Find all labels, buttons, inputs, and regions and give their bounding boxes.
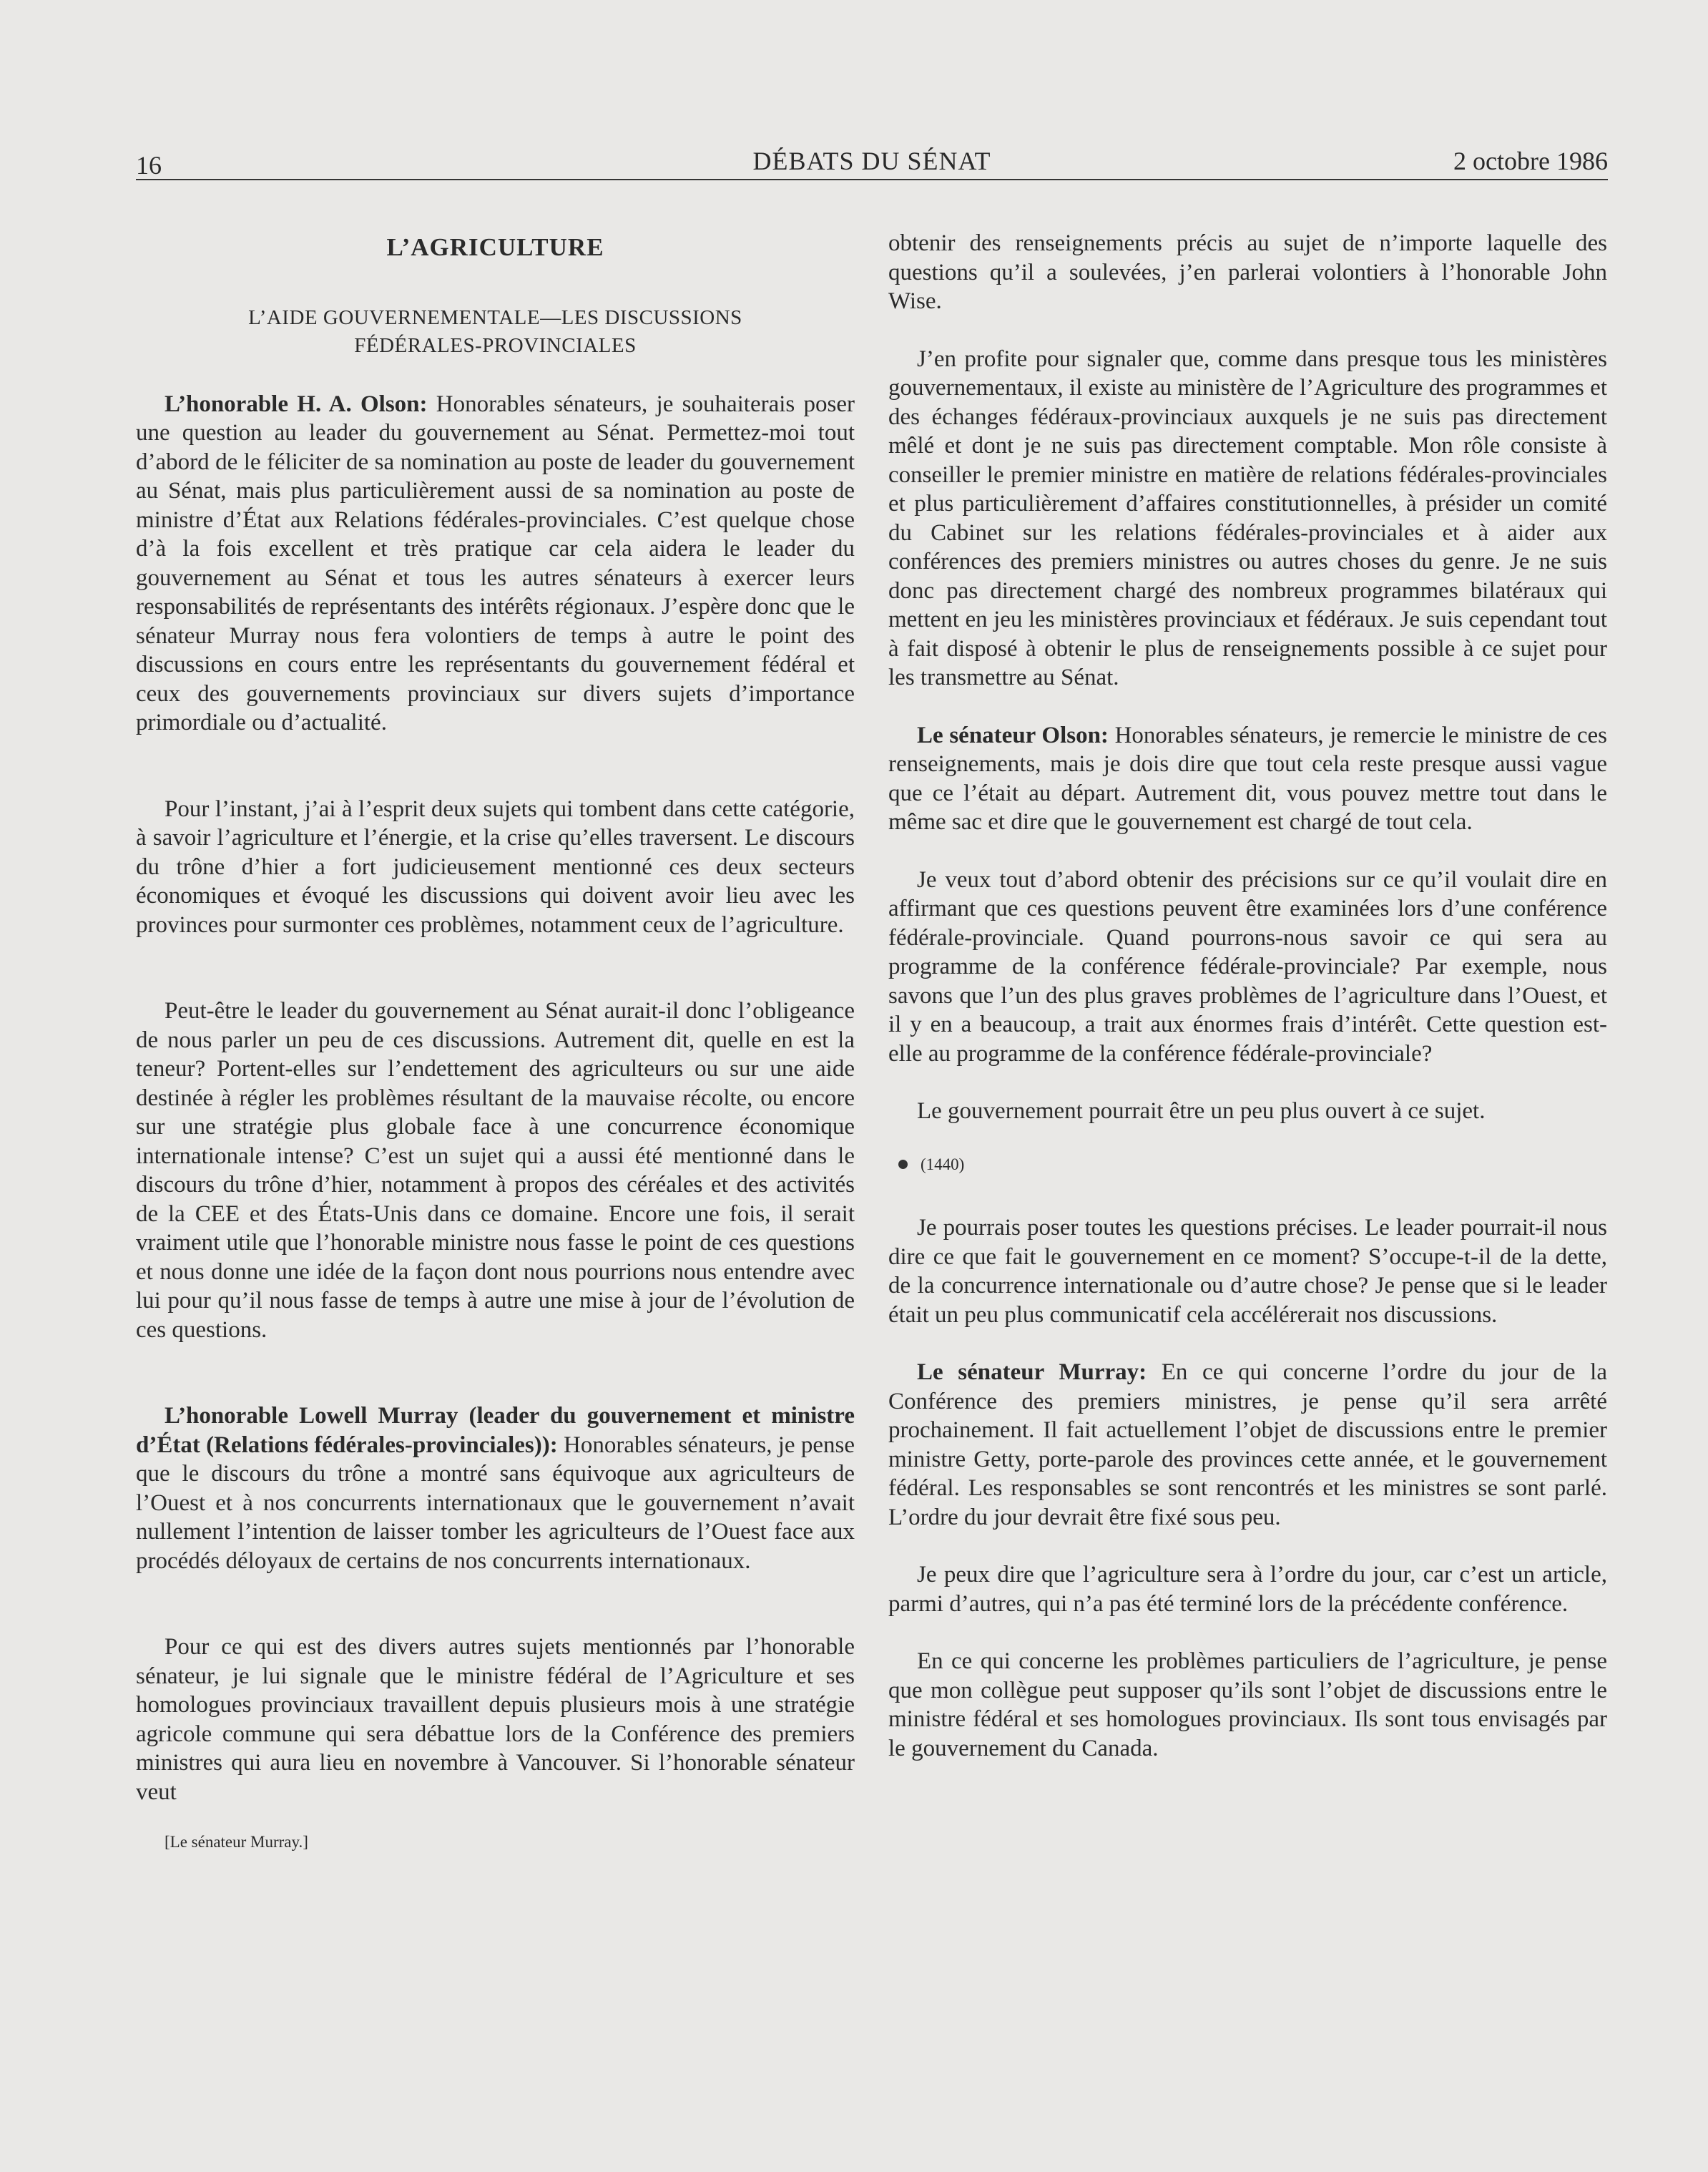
- paragraph-text: Honorables sénateurs, je souhaiterais poser une question au leader du gouvernement au Sénat. Permettez-moi tout d’abord de le féliciter de sa nomination au poste de leader du gouvernement au Sénat, mais plus particulièrement aussi de sa nomination au poste de ministre d’État aux Relations fédérales-provinciales. C’est quelque chose d’à la fois excellent et très pratique car cela aidera le leader du gouvernement au Sénat et tous les autres sénateurs à exercer leurs responsabilités de représentants des intérêts régionaux. J’espère donc que le sénateur Murray nous fera volontiers de temps à autre le point des discussions en cours entre les représentants du gouvernement fédéral et ceux des gouvernements provinciaux sur divers sujets d’importance primordiale ou d’actualité.: [136, 391, 855, 735]
- paragraph: En ce qui concerne les problèmes particuliers de l’agriculture, je pense que mon collègue peut supposer qu’ils sont l’objet de discussions entre le ministre fédéral et ses homologues provinciaux. Ils sont tous envisagés par le gouvernement du Canada.: [888, 1648, 1607, 1761]
- header-rule: [136, 179, 1608, 180]
- bullet-icon: [898, 1160, 908, 1169]
- section-subtitle-line2: FÉDÉRALES-PROVINCIALES: [354, 333, 637, 357]
- speaker-name: Le sénateur Olson:: [917, 722, 1109, 748]
- paragraph-text: En ce qui concerne l’ordre du jour de la Conférence des premiers ministres, je pense qu’il sera arrêté prochainement. Il fait actuellement l’objet de discussions entre le premier ministre Getty, porte-parole des provinces cette année, et le gouvernement fédéral. Les responsables se sont rencontrés et les ministres se sont parlé. L’ordre du jour devrait être fixé sous peu.: [888, 1359, 1607, 1530]
- page-number: 16: [136, 151, 162, 180]
- right-column: [888, 229, 1607, 1791]
- paragraph: Je veux tout d’abord obtenir des précisions sur ce qu’il voulait dire en affirmant que ces questions peuvent être examinées lors d’une conférence fédérale-provinciale. Quand pourrons-nous savoir ce qui sera au programme de la conférence fédérale-provinciale? Par exemple, nous savons que l’un des plus graves problèmes de l’agriculture dans l’Ouest, et il y en a beaucoup, a trait aux énormes frais d’intérêt. Cette question est-elle au programme de la conférence fédérale-provinciale?: [888, 866, 1607, 1067]
- paragraph: [136, 390, 855, 738]
- paragraph: [888, 1358, 1607, 1532]
- time-marker: [898, 1150, 1607, 1180]
- footnote: [Le sénateur Murray.]: [165, 1833, 308, 1851]
- paragraph: Peut-être le leader du gouvernement au Sénat aurait-il donc l’obligeance de nous parler un peu de ces discussions. Autrement dit, quelle en est la teneur? Portent-elles sur l’endettement des agriculteurs ou sur une aide destinée à régler les problèmes résultant de la mauvaise récolte, ou encore sur une stratégie plus globale face à une concurrence économique internationale intense? C’est un sujet qui a aussi été mentionné dans le discours du trône d’hier, notamment à propos des céréales et des activités de la CEE et des États-Unis dans ce domaine. Encore une fois, il serait vraiment utile que l’honorable ministre nous fasse le point de ces questions et nous donne une idée de la façon dont nous pourrions nous entendre avec lui pour qu’il nous fasse de temps à autre une mise à jour de l’évolution de ces questions.: [136, 998, 855, 1343]
- paragraph: Le gouvernement pourrait être un peu plus ouvert à ce sujet.: [917, 1098, 1486, 1124]
- paragraph: Je peux dire que l’agriculture sera à l’ordre du jour, car c’est un article, parmi d’autres, qui n’a pas été terminé lors de la précédente conférence.: [888, 1562, 1607, 1617]
- page-header: [136, 140, 1608, 182]
- paragraph-text: Honorables sénateurs, je remercie le ministre de ces renseignements, mais je dois dire que tout cela reste presque aussi vague que ce l’était au départ. Autrement dit, vous pouvez mettre tout dans le même sac et dire que le gouvernement est chargé de tout cela.: [888, 722, 1607, 835]
- speaker-name: Le sénateur Murray:: [917, 1359, 1147, 1385]
- section-subtitle: [136, 304, 855, 360]
- section-title: L’AGRICULTURE: [386, 233, 604, 261]
- speaker-name: L’honorable H. A. Olson:: [165, 391, 428, 417]
- left-column: [136, 229, 855, 1857]
- paragraph: J’en profite pour signaler que, comme dans presque tous les ministères gouvernementaux, il existe au ministère de l’Agriculture des programmes et des échanges fédéraux-provinciaux auxquels je ne suis pas directement mêlé et dont je ne suis pas directement comptable. Mon rôle consiste à conseiller le premier ministre en matière de relations fédérales-provinciales et plus particulièrement d’affaires constitutionnelles, à présider un comité du Cabinet sur les relations fédérales-provinciales et à aider aux conférences des premiers ministres ou autres choses du genre. Je ne suis donc pas directement chargé des nombreux programmes bilatéraux qui mettent en jeu les ministères provinciaux et fédéraux. Je suis cependant tout à fait disposé à obtenir le plus de renseignements possible à ce sujet pour les transmettre au Sénat.: [888, 346, 1607, 690]
- publication-date: 2 octobre 1986: [1453, 147, 1608, 175]
- paragraph: [888, 721, 1607, 837]
- paragraph: obtenir des renseignements précis au sujet de n’importe laquelle des questions qu’il a soulevées, j’en parlerai volontiers à l’honorable John Wise.: [888, 230, 1607, 314]
- time-marker-label: (1440): [921, 1155, 965, 1173]
- speaker-name: L’honorable Lowell Murray (leader du gouvernement et ministre d’État (Relations fédérales-provinciales)):: [136, 1403, 855, 1458]
- paragraph-text: Honorables sénateurs, je pense que le discours du trône a montré sans équivoque aux agriculteurs de l’Ouest et à nos concurrents internationaux que le gouvernement n’avait nullement l’intention de laisser tomber les agriculteurs de l’Ouest face aux procédés déloyaux de certains de nos concurrents internationaux.: [136, 1432, 855, 1574]
- publication-title: DÉBATS DU SÉNAT: [752, 147, 991, 175]
- section-subtitle-line1: L’AIDE GOUVERNEMENTALE—LES DISCUSSIONS: [248, 305, 742, 329]
- paragraph: Pour ce qui est des divers autres sujets mentionnés par l’honorable sénateur, je lui signale que le ministre fédéral de l’Agriculture et ses homologues provinciaux travaillent depuis plusieurs mois à une stratégie agricole commune qui sera débattue lors de la Conférence des premiers ministres qui aura lieu en novembre à Vancouver. Si l’honorable sénateur veut: [136, 1634, 855, 1805]
- paragraph: Pour l’instant, j’ai à l’esprit deux sujets qui tombent dans cette catégorie, à savoir l’agriculture et l’énergie, et la crise qu’elles traversent. Le discours du trône d’hier a fort judicieusement mentionné ces deux secteurs économiques et évoqué les discussions qui doivent avoir lieu avec les provinces pour surmonter ces problèmes, notamment ceux de l’agriculture.: [136, 796, 855, 938]
- paragraph: Je pourrais poser toutes les questions précises. Le leader pourrait-il nous dire ce que fait le gouvernement en ce moment? S’occupe-t-il de la dette, de la concurrence internationale ou d’autre chose? Je pense que si le leader était un peu plus communicatif cela accélérerait nos discussions.: [888, 1215, 1607, 1328]
- paragraph: [136, 1401, 855, 1575]
